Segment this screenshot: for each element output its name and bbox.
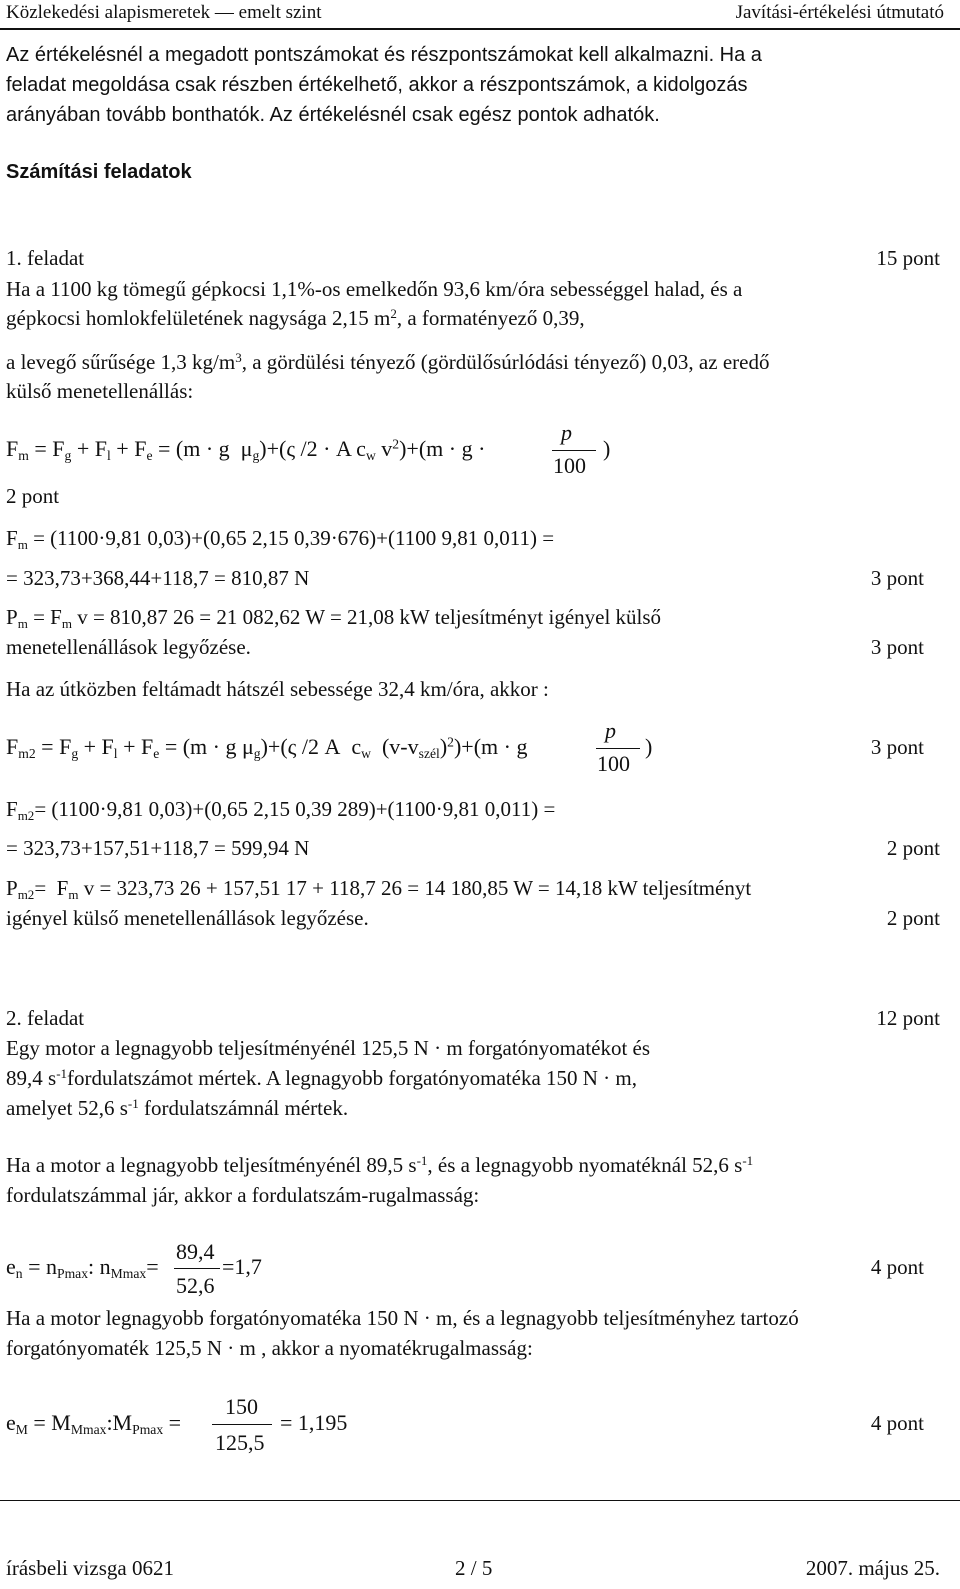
task1-wind-close: ) [645,734,653,759]
task1-title: 1. feladat [6,246,85,270]
intro-line-2: feladat megoldása csak részben értékelhető, akkor a részpontszámok, a kidolgozás [6,74,748,96]
intro-line-3: arányában tovább bonthatók. Az értékelésnél csak egész pontok adhatók. [6,104,660,126]
footer-rule [0,1500,960,1501]
task2-en-fraction-bar [174,1268,220,1269]
task1-points: 15 pont [876,246,940,270]
task2-text-3: amelyet 52,6 $s^{-1}$ fordulatszámnál mértek. [6,1095,349,1120]
header-left: Közlekedési alapismeretek — emelt szint [6,2,322,23]
footer-right: 2007. május 25. [805,1556,940,1580]
task2-en-result: =1,7 [222,1254,262,1279]
task1-power-1: $P_m = F_m$ v = 810,87 26 = 21 082,62 W = 21,08 kW teljesítményt igényel külső [6,605,662,631]
intro-line-1: Az értékelésnél a megadott pontszámokat és részpontszámokat kell alkalmazni. Ha a [6,44,762,66]
task1-text-3: a levegő sűrűsége 1,3 $kg/m^3$, a gördülési tényező (gördülősúrlódási tényező) 0,03, az eredő [6,349,770,374]
task2-em-result: = 1,195 [280,1410,348,1435]
task1-wind-p: p [605,718,616,743]
task2-title: 2. feladat [6,1006,85,1030]
task1-wind-power-points: 2 pont [886,906,940,930]
section-title: Számítási feladatok [6,161,192,183]
task1-formula-fm: $F_m = F_g + F_l + F_e = (m \cdot g$ $\mu_g)+(\varsigma$ /2 · A $c_w$ $v^2)+(m \cdot g$ · [6,436,486,464]
task2-points: 12 pont [876,1006,940,1030]
task1-text-1: Ha a 1100 kg tömegű gépkocsi 1,1%-os emelkedőn 93,6 km/óra sebességgel halad, és a [6,277,743,301]
task2-text-2: 89,4 $s^{-1}fordulatszámot$ mértek. A legnagyobb forgatónyomatéka 150 N · m, [6,1065,638,1090]
task1-calc-2-points: 3 pont [870,566,924,590]
task1-wind-calc-2-points: 2 pont [886,836,940,860]
header-right: Javítási-értékelési útmutató [735,2,944,23]
task2-text-7: forgatónyomaték 125,5 N · m , akkor a nyomatékrugalmasság: [6,1336,533,1360]
task1-wind-calc-1: $F_{m2}= (1100\cdot 9,81$ 0,03)+(0,65 2,15 0,39 289)+(1100·9,81 0,011) = [6,797,556,823]
task2-en-formula: $e_n = n_{Pmax}$: $n_{Mmax}=$ [6,1254,159,1282]
task1-text-2: gépkocsi homlokfelületének nagysága 2,15 $m^2$, a formatényező 0,39, [6,305,585,330]
task2-text-6: Ha a motor legnagyobb forgatónyomatéka 150 N · m, és a legnagyobb teljesítményhez tartozó [6,1306,799,1330]
task1-wind-formula: $F_{m2} = F_g + F_l + F_e = (m \cdot g$ $\mu_g)+(\varsigma$ /2 A $c_w$ $(v-v_{szél})^2)+(m \cdot g$ [6,734,528,762]
task1-wind-text: Ha az útközben feltámadt hátszél sebessége 32,4 km/óra, akkor : [6,677,549,701]
footer-left: írásbeli vizsga 0621 [6,1556,174,1580]
task1-wind-power-1: $P_{m2}= F_m$ v = 323,73 26 + 157,51 17 + 118,7 26 = 14 180,85 W = 14,18 kW teljesítményt [6,876,752,902]
task2-en-numerator: 89,4 [176,1239,215,1264]
task2-em-fraction-bar [212,1424,272,1425]
task1-wind-power-2: igényel külső menetellenállások legyőzése. [6,906,369,930]
task1-formula-close: ) [603,436,611,461]
task2-text-4: Ha a motor a legnagyobb teljesítményénél 89,5 $s^{-1}$, és a legnagyobb nyomatéknál 52,6 $s^{-1}$ [6,1152,754,1177]
task2-text-1: Egy motor a legnagyobb teljesítményénél 125,5 N · m forgatónyomatékot és [6,1036,651,1060]
task1-formula-points: 2 pont [6,484,60,508]
task1-text-4: külső menetellenállás: [6,379,194,403]
task2-em-points: 4 pont [870,1411,924,1435]
task1-formula-100: 100 [553,453,586,478]
task1-calc-1: $F_m = (1100\cdot 9,81$ 0,03)+(0,65 2,15 0,39·676)+(1100 9,81 0,011) = [6,526,555,552]
task2-em-numerator: 150 [225,1394,258,1419]
task1-calc-2: = 323,73+368,44+118,7 = 810,87 N [6,566,310,590]
task2-em-denominator: 125,5 [215,1430,265,1455]
task2-em-formula: $e_M$ = $M_{Mmax}:M_{Pmax}$ = [6,1410,182,1438]
task1-wind-100: 100 [597,751,630,776]
task2-text-5: fordulatszámmal jár, akkor a fordulatszám-rugalmasság: [6,1183,480,1207]
task1-formula-fraction-bar [552,450,596,451]
task1-formula-p: p [561,420,572,445]
task2-en-denominator: 52,6 [176,1273,215,1298]
task2-en-points: 4 pont [870,1255,924,1279]
task1-wind-fraction-bar [596,748,640,749]
header-rule [0,28,960,30]
task1-power-points: 3 pont [870,635,924,659]
task1-wind-formula-points: 3 pont [870,735,924,759]
task1-power-2: menetellenállások legyőzése. [6,635,251,659]
footer-page-number: 2 / 5 [455,1556,493,1580]
task1-wind-calc-2: = 323,73+157,51+118,7 = 599,94 N [6,836,310,860]
